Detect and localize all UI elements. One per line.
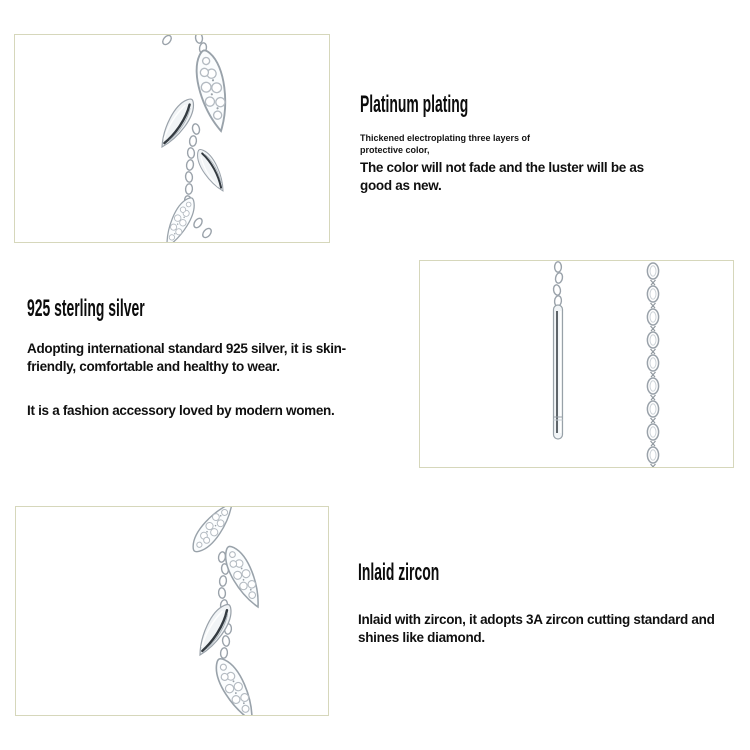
sterling-silver-body2: It is a fashion accessory loved by modern women. (27, 403, 335, 418)
inlaid-zircon-image (15, 506, 329, 716)
sterling-silver-body1: Adopting international standard 925 silver, it is skin-friendly, comfortable and healthy to wear. (27, 341, 346, 375)
sterling-silver-image (419, 260, 734, 468)
inlaid-zircon-body: Inlaid with zircon, it adopts 3A zircon cutting standard and shines like diamond. (358, 612, 715, 646)
zircon-leaf-chain-illustration (16, 507, 328, 715)
platinum-plating-body: The color will not fade and the luster will be as good as new. (360, 160, 644, 194)
platinum-plating-heading: Platinum plating (360, 91, 469, 118)
inlaid-zircon-heading: Inlaid zircon (358, 559, 440, 586)
platinum-plating-subtext: Thickened electroplating three layers of protective color, (360, 133, 531, 155)
silver-leaf-chain-illustration (15, 35, 329, 242)
earring-post-and-chain-illustration (420, 261, 733, 467)
platinum-plating-image (14, 34, 330, 243)
sterling-silver-heading: 925 sterling silver (27, 295, 145, 322)
